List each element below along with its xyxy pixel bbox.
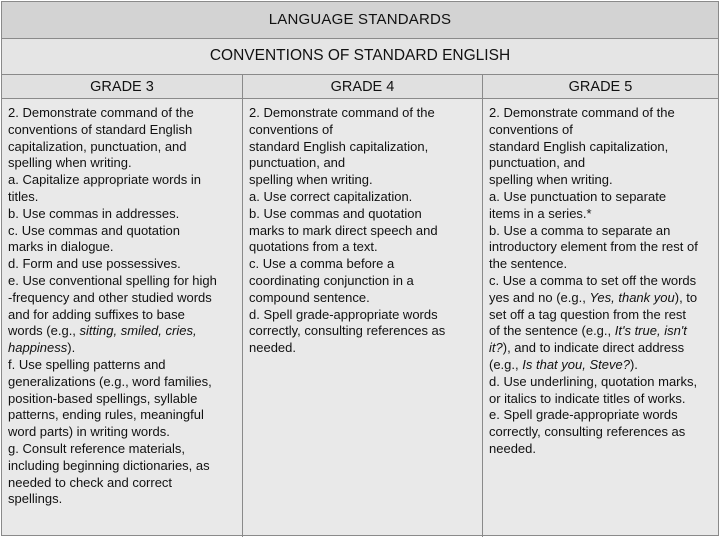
grade-4-standards <box>243 99 482 535</box>
standard-line: punctuation, and <box>249 155 346 171</box>
standard-line: items in a series.* <box>489 205 592 221</box>
standard-line: quotations from a text. <box>249 239 378 255</box>
standard-line: c. Use commas and quotation <box>8 222 180 238</box>
standard-line: -frequency and other studied words <box>8 289 212 305</box>
standard-line: e. Use conventional spelling for high <box>8 272 217 288</box>
standard-line: conventions of <box>489 121 573 137</box>
standard-line: patterns, ending rules, meaningful <box>8 407 204 423</box>
grade-header-row <box>2 75 718 99</box>
standard-line: needed. <box>249 340 296 356</box>
standard-line: yes and no (e.g., Yes, thank you), to <box>489 289 698 305</box>
standard-line: correctly, consulting references as <box>249 323 446 339</box>
standard-line: e. Spell grade-appropriate words <box>489 407 678 423</box>
standards-table <box>1 1 719 536</box>
standard-line: c. Use a comma before a <box>249 256 395 272</box>
standard-line: it?), and to indicate direct address <box>489 340 685 356</box>
standard-line: the sentence. <box>489 256 568 272</box>
standard-line: conventions of <box>249 121 333 137</box>
section-subtitle: CONVENTIONS OF STANDARD ENGLISH <box>2 39 718 75</box>
standard-line: c. Use a comma to set off the words <box>489 272 697 288</box>
standard-line: word parts) in writing words. <box>8 424 170 440</box>
standard-line: words (e.g., sitting, smiled, cries, <box>8 323 197 339</box>
standard-line: standard English capitalization, <box>249 138 429 154</box>
standard-line: b. Use commas in addresses. <box>8 205 180 221</box>
grade-5-standards <box>483 99 718 535</box>
standard-line: introductory element from the rest of <box>489 239 698 255</box>
standard-line: capitalization, punctuation, and <box>8 138 187 154</box>
standard-line: 2. Demonstrate command of the <box>8 105 194 120</box>
standard-line: conventions of standard English <box>8 121 193 137</box>
column-divider <box>482 75 483 537</box>
grade-3-standards <box>2 99 242 535</box>
standard-line: marks to mark direct speech and <box>249 222 438 238</box>
standard-line: position-based spellings, syllable <box>8 390 198 406</box>
standard-line: and for adding suffixes to base <box>8 306 185 322</box>
standard-line: (e.g., Is that you, Steve?). <box>489 356 638 372</box>
grade-3-heading: GRADE 3 <box>90 79 154 95</box>
standard-line: d. Use underlining, quotation marks, <box>489 373 698 389</box>
column-divider <box>242 75 243 537</box>
standard-line: spelling when writing. <box>8 155 132 171</box>
standard-line: including beginning dictionaries, as <box>8 457 210 473</box>
standard-line: a. Use correct capitalization. <box>249 188 413 204</box>
standard-line: titles. <box>8 188 39 204</box>
standard-line: happiness). <box>8 340 76 356</box>
standard-line: b. Use commas and quotation <box>249 205 422 221</box>
standard-line: set off a tag question from the rest <box>489 306 687 322</box>
standard-line: a. Capitalize appropriate words in <box>8 172 201 188</box>
standard-line: 2. Demonstrate command of the <box>489 105 675 120</box>
standard-line: marks in dialogue. <box>8 239 114 255</box>
standard-line: or italics to indicate titles of works. <box>489 390 686 406</box>
standard-line: punctuation, and <box>489 155 586 171</box>
standard-line: 2. Demonstrate command of the <box>249 105 435 120</box>
standard-line: d. Spell grade-appropriate words <box>249 306 438 322</box>
standard-line: compound sentence. <box>249 289 370 305</box>
standard-line: d. Form and use possessives. <box>8 256 181 272</box>
standard-line: spelling when writing. <box>489 172 613 188</box>
standard-line: of the sentence (e.g., It's true, isn't <box>489 323 687 339</box>
standard-line: b. Use a comma to separate an <box>489 222 671 238</box>
standard-line: g. Consult reference materials, <box>8 440 186 456</box>
standard-line: a. Use punctuation to separate <box>489 188 667 204</box>
standard-line: spelling when writing. <box>249 172 373 188</box>
page-title: LANGUAGE STANDARDS <box>2 2 718 39</box>
standard-line: correctly, consulting references as <box>489 424 686 440</box>
standard-line: f. Use spelling patterns and <box>8 356 166 372</box>
grade-5-heading: GRADE 5 <box>568 79 633 95</box>
standard-line: standard English capitalization, <box>489 138 669 154</box>
standard-line: needed. <box>489 440 536 456</box>
standard-line: coordinating conjunction in a <box>249 272 414 288</box>
standard-line: generalizations (e.g., word families, <box>8 373 212 389</box>
grade-4-heading: GRADE 4 <box>330 79 395 95</box>
standard-line: needed to check and correct <box>8 474 173 490</box>
standard-line: spellings. <box>8 491 63 507</box>
